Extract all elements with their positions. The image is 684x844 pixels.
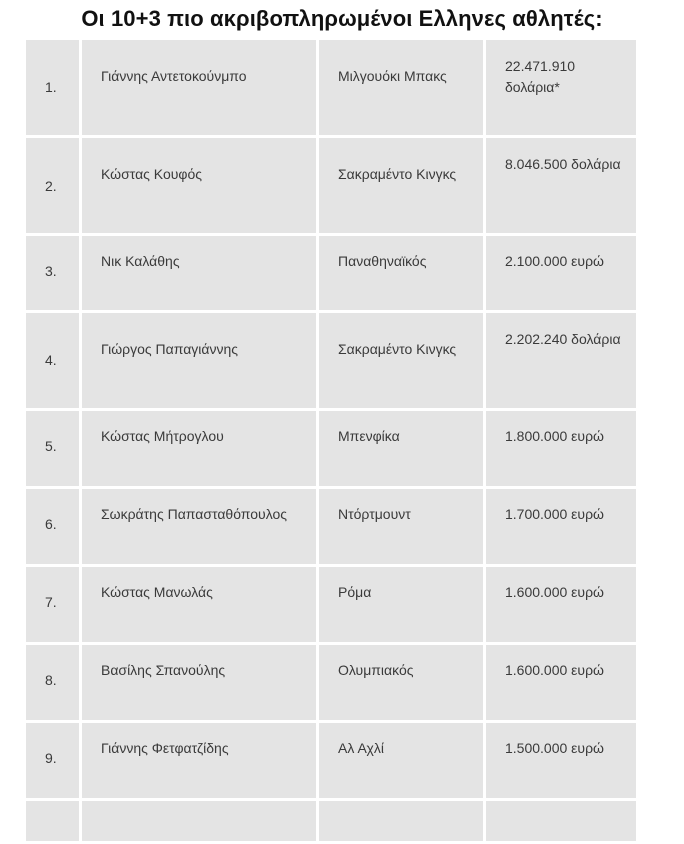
salary-table xyxy=(26,40,636,844)
team-cell xyxy=(319,801,483,841)
salary-cell xyxy=(486,138,636,233)
table-row xyxy=(26,313,636,408)
name-cell xyxy=(82,567,316,642)
team-cell xyxy=(319,567,483,642)
name-cell xyxy=(82,723,316,798)
name-cell xyxy=(82,40,316,135)
team-text: Ρόμα xyxy=(338,584,372,600)
table-row xyxy=(26,567,636,642)
name-cell xyxy=(82,645,316,720)
salary-text: 1.600.000 ευρώ xyxy=(505,662,604,678)
rank-text: 5. xyxy=(45,438,57,454)
name-text: Κώστας Μανωλάς xyxy=(101,584,213,600)
rank-text: 4. xyxy=(45,352,57,368)
team-text: Ντόρτμουντ xyxy=(338,506,411,522)
table-row xyxy=(26,801,636,841)
rank-text: 8. xyxy=(45,672,57,688)
table-row xyxy=(26,40,636,135)
salary-text: 1.700.000 ευρώ xyxy=(505,506,604,522)
salary-cell xyxy=(486,40,636,135)
team-cell xyxy=(319,489,483,564)
name-cell xyxy=(82,489,316,564)
team-cell xyxy=(319,723,483,798)
name-cell xyxy=(82,411,316,486)
rank-text: 6. xyxy=(45,516,57,532)
rank-cell xyxy=(26,489,79,564)
rank-text: 7. xyxy=(45,594,57,610)
rank-cell xyxy=(26,801,79,841)
table-row xyxy=(26,489,636,564)
salary-cell xyxy=(486,645,636,720)
rank-cell xyxy=(26,40,79,135)
table-row xyxy=(26,138,636,233)
rank-cell xyxy=(26,723,79,798)
salary-text: 2.202.240 δολάρια xyxy=(505,331,621,347)
salary-cell xyxy=(486,489,636,564)
name-text: Βασίλης Σπανούλης xyxy=(101,662,226,678)
team-text: Σακραμέντο Κινγκς xyxy=(338,341,457,357)
rank-cell xyxy=(26,411,79,486)
page-title: Οι 10+3 πιο ακριβοπληρωμένοι Ελληνες αθλητές: xyxy=(81,6,603,31)
name-text: Σωκράτης Παπασταθόπουλος xyxy=(101,506,288,522)
salary-text: 1.800.000 ευρώ xyxy=(505,428,604,444)
table-row xyxy=(26,236,636,310)
rank-cell xyxy=(26,236,79,310)
team-text: Μπενφίκα xyxy=(338,428,400,444)
salary-text: 8.046.500 δολάρια xyxy=(505,156,621,172)
rank-cell xyxy=(26,645,79,720)
team-text: Μιλγουόκι Μπακς xyxy=(338,68,447,84)
team-cell xyxy=(319,645,483,720)
name-text: Νικ Καλάθης xyxy=(101,253,180,269)
name-text: Γιάννης Φετφατζίδης xyxy=(101,740,229,756)
table-row xyxy=(26,645,636,720)
team-text: Σακραμέντο Κινγκς xyxy=(338,166,457,182)
team-cell xyxy=(319,236,483,310)
salary-cell xyxy=(486,801,636,841)
salary-cell xyxy=(486,411,636,486)
salary-cell xyxy=(486,313,636,408)
salary-text: 1.500.000 ευρώ xyxy=(505,740,604,756)
rank-cell xyxy=(26,313,79,408)
team-cell xyxy=(319,138,483,233)
name-text: Κώστας Μήτρογλου xyxy=(101,428,224,444)
team-text: Ολυμπιακός xyxy=(338,662,414,678)
name-cell xyxy=(82,801,316,841)
salary-text: 2.100.000 ευρώ xyxy=(505,253,604,269)
name-text: Γιώργος Παπαγιάννης xyxy=(101,341,239,357)
team-cell xyxy=(319,313,483,408)
team-text: Αλ Αχλί xyxy=(338,740,384,756)
rank-cell xyxy=(26,138,79,233)
rank-text: 2. xyxy=(45,178,57,194)
team-text: Παναθηναϊκός xyxy=(338,253,427,269)
team-cell xyxy=(319,40,483,135)
name-cell xyxy=(82,236,316,310)
rank-text: 3. xyxy=(45,263,57,279)
name-cell xyxy=(82,313,316,408)
salary-cell xyxy=(486,723,636,798)
table-row xyxy=(26,723,636,798)
salary-text: 1.600.000 ευρώ xyxy=(505,584,604,600)
table-row xyxy=(26,411,636,486)
rank-text: 9. xyxy=(45,750,57,766)
name-cell xyxy=(82,138,316,233)
name-text: Γιάννης Αντετοκούνμπο xyxy=(101,68,247,84)
name-text: Κώστας Κουφός xyxy=(101,166,203,182)
salary-text: 22.471.910 δολάρια* xyxy=(505,58,576,95)
rank-cell xyxy=(26,567,79,642)
salary-cell xyxy=(486,236,636,310)
salary-cell xyxy=(486,567,636,642)
rank-text: 1. xyxy=(45,79,57,95)
team-cell xyxy=(319,411,483,486)
